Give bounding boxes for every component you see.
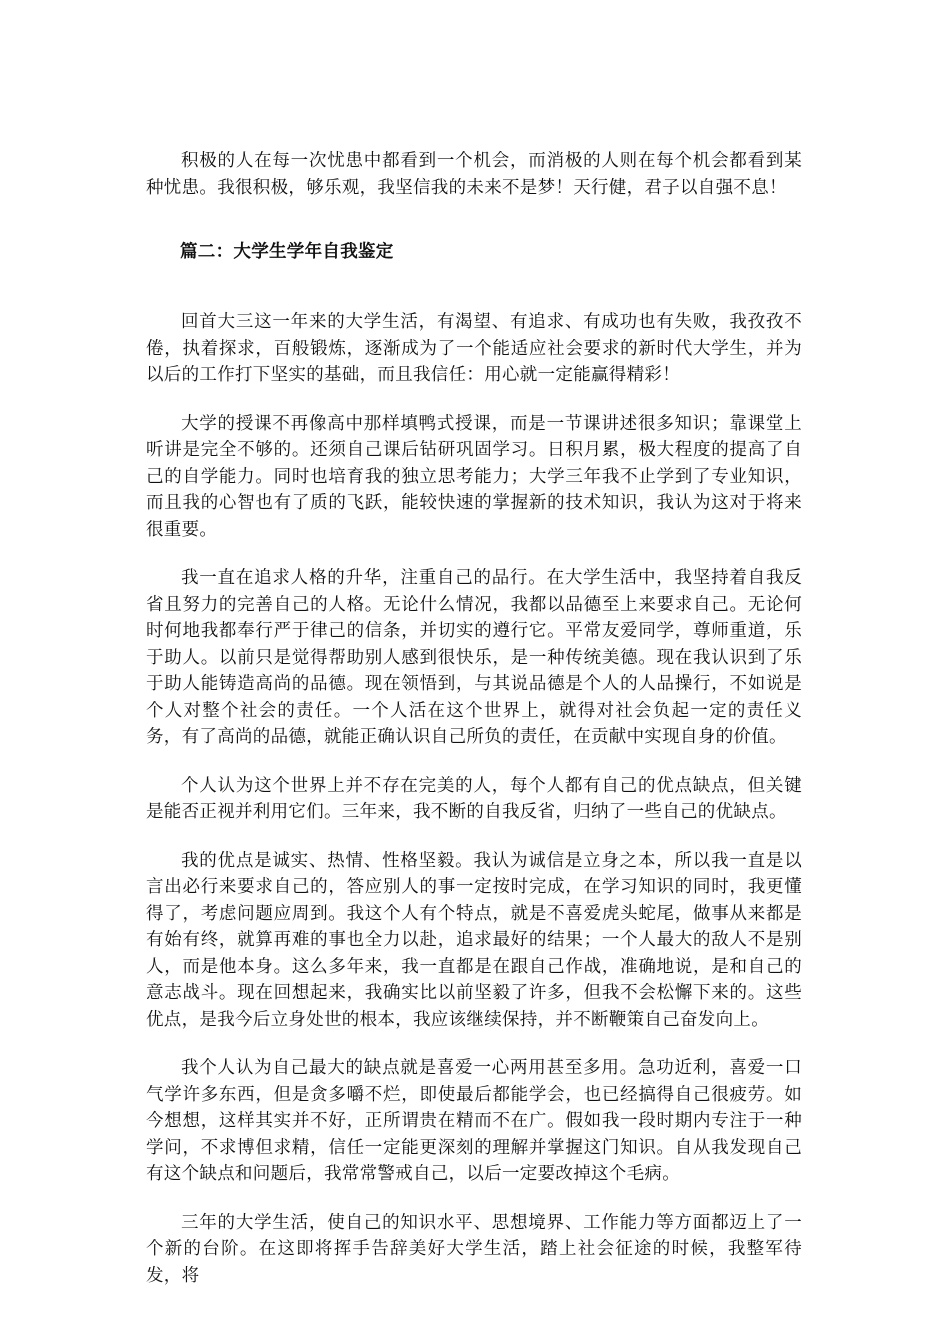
section-heading: 篇二：大学生学年自我鉴定	[180, 242, 394, 262]
paragraph-summary: 三年的大学生活，使自己的知识水平、思想境界、工作能力等方面都迈上了一个新的台阶。在这即将挥手告辞美好大学生活，踏上社会征途的时候，我整军待发，将	[146, 1212, 802, 1286]
paragraph-study: 大学的授课不再像高中那样填鸭式授课，而是一节课讲述很多知识；靠课堂上听讲是完全不够的。还须自己课后钻研巩固学习。日积月累，极大程度的提高了自己的自学能力。同时也培育我的独立思考能力；大学三年我不止学到了专业知识，而且我的心智也有了质的飞跃，能较快速的掌握新的技术知识，我认为这对于将来很重要。	[146, 413, 802, 540]
paragraph-strengths: 我的优点是诚实、热情、性格坚毅。我认为诚信是立身之本，所以我一直是以言出必行来要求自己的，答应别人的事一定按时完成，在学习知识的同时，我更懂得了，考虑问题应周到。我这个人有个特点，就是不喜爱虎头蛇尾，做事从来都是有始有终，就算再难的事也全力以赴，追求最好的结果；一个人最大的敌人不是别人，而是他本身。这么多年来，我一直都是在跟自己作战，准确地说，是和自己的意志战斗。现在回想起来，我确实比以前坚毅了许多，但我不会松懈下来的。这些优点，是我今后立身处世的根本，我应该继续保持，并不断鞭策自己奋发向上。	[146, 850, 802, 1030]
paragraph-character: 我一直在追求人格的升华，注重自己的品行。在大学生活中，我坚持着自我反省且努力的完善自己的人格。无论什么情况，我都以品德至上来要求自己。无论何时何地我都奉行严于律己的信条，并切实的遵行它。平常友爱同学，尊师重道，乐于助人。以前只是觉得帮助别人感到很快乐，是一种传统美德。现在我认识到了乐于助人能铸造高尚的品德。现在领悟到，与其说品德是个人的人品操行，不如说是个人对整个社会的责任。一个人活在这个世界上，就得对社会负起一定的责任义务，有了高尚的品德，就能正确认识自己所负的责任，在贡献中实现自身的价值。	[146, 568, 802, 747]
paragraph-weaknesses: 我个人认为自己最大的缺点就是喜爱一心两用甚至多用。急功近利，喜爱一口气学许多东西，但是贪多嚼不烂，即使最后都能学会，也已经搞得自己很疲劳。如今想想，这样其实并不好，正所谓贵在精而不在广。假如我一段时期内专注于一种学问，不求博但求精，信任一定能更深刻的理解并掌握这门知识。自从我发现自己有这个缺点和问题后，我常常警戒自己，以后一定要改掉这个毛病。	[146, 1058, 802, 1184]
paragraph-self-reflection: 个人认为这个世界上并不存在完美的人，每个人都有自己的优点缺点，但关键是能否正视并利用它们。三年来，我不断的自我反省，归纳了一些自己的优缺点。	[146, 775, 802, 822]
paragraph-review: 回首大三这一年来的大学生活，有渴望、有追求、有成功也有失败，我孜孜不倦，执着探求，百般锻炼，逐渐成为了一个能适应社会要求的新时代大学生，并为以后的工作打下坚实的基础，而且我信任：用心就一定能赢得精彩！	[146, 312, 802, 385]
document-body	[146, 148, 802, 1311]
intro-paragraph: 积极的人在每一次忧患中都看到一个机会，而消极的人则在每个机会都看到某种忧患。我很积极，够乐观，我坚信我的未来不是梦！天行健，君子以自强不息！	[146, 151, 802, 198]
